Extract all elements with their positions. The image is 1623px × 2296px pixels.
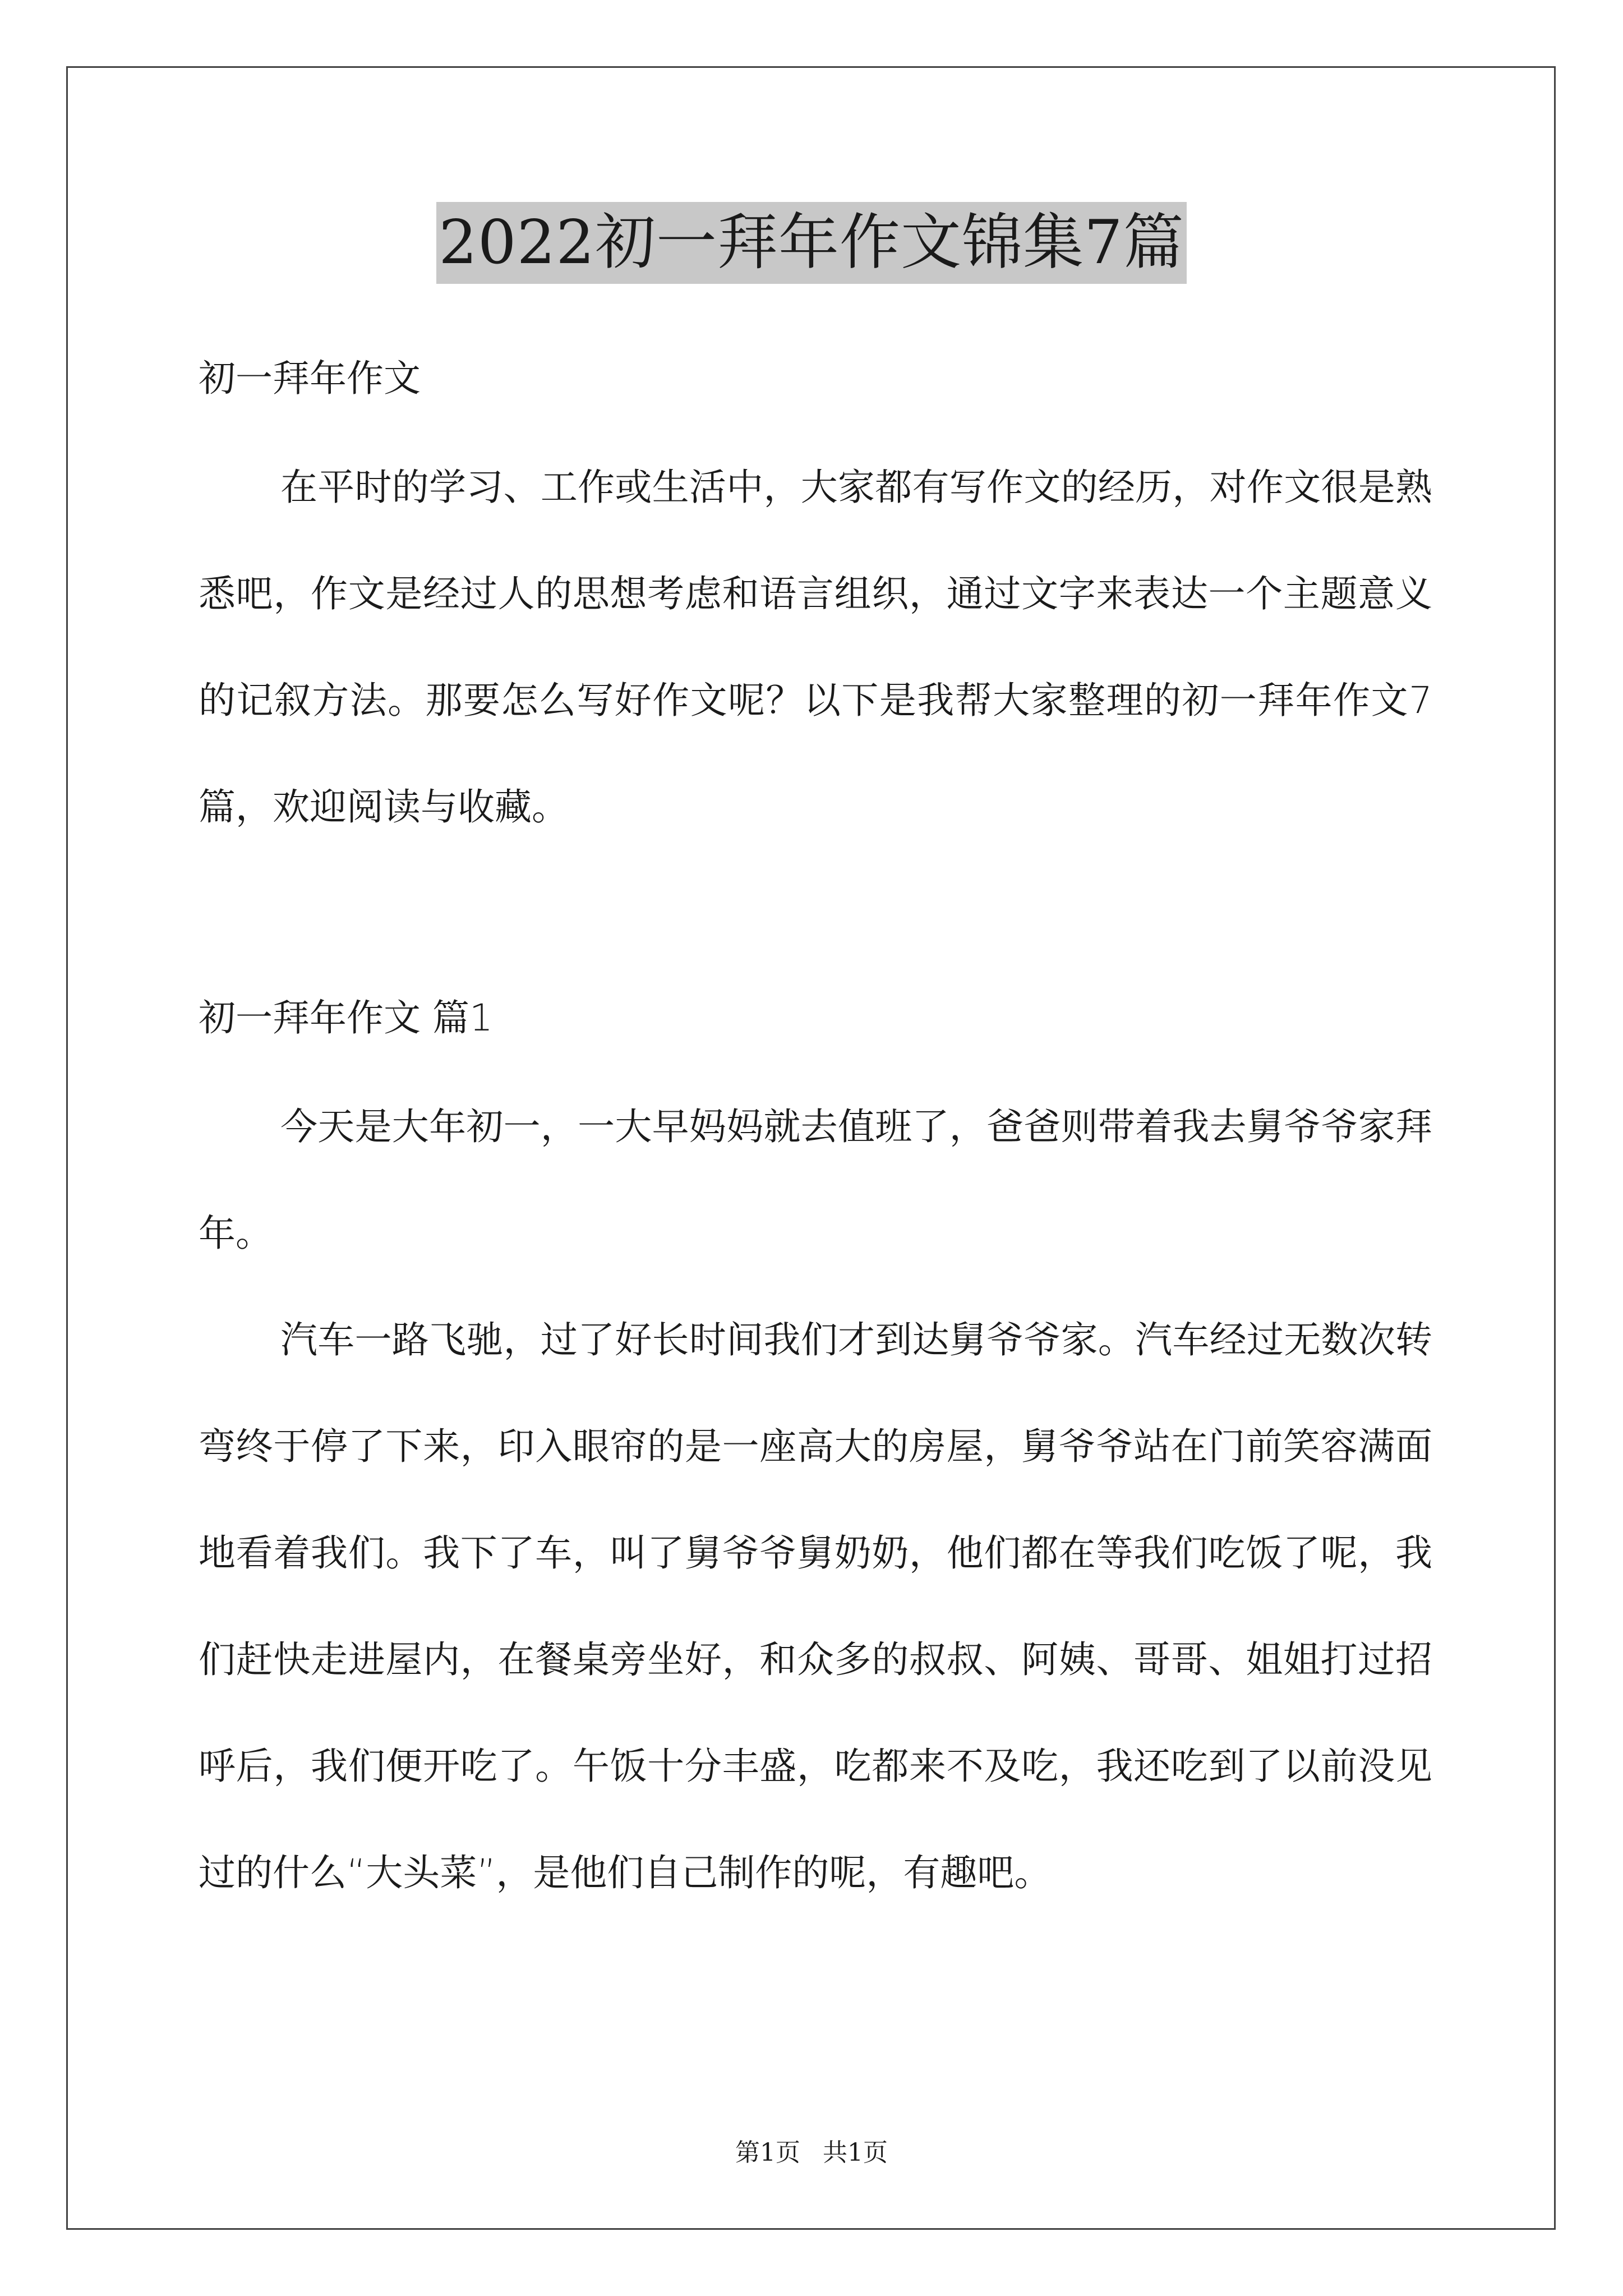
page-number-total: 共1页 [823,2138,888,2167]
section1-paragraph-1: 今天是大年初一，一大早妈妈就去值班了，爸爸则带着我去舅爷爷家拜年。 [199,1105,1432,1255]
intro-heading: 初一拜年作文 [199,357,421,400]
section1-paragraph-2: 汽车一路飞驰，过了好长时间我们才到达舅爷爷家。汽车经过无数次转弯终于停了下来，印入眼帘的是一座高大的房屋，舅爷爷站在门前笑容满面地看着我们。我下了车，叫了舅爷爷舅奶奶，他们都在等我们吃饭了呢，我们赶快走进屋内，在餐桌旁坐好，和众多的叔叔、阿姨、哥哥、姐姐打过招呼后，我们便开吃了。午饭十分丰盛，吃都来不及吃，我还吃到了以前没见过的什么“大头菜”，是他们自己制作的呢，有趣吧。 [199,1318,1432,1894]
intro-paragraph: 在平时的学习、工作或生活中，大家都有写作文的经历，对作文很是熟悉吧，作文是经过人的思想考虑和语言组织，通过文字来表达一个主题意义的记叙方法。那要怎么写好作文呢？以下是我帮大家整理的初一拜年作文7篇，欢迎阅读与收藏。 [199,466,1432,829]
page-footer [0,2136,1623,2170]
page-number-current: 第1页 [735,2138,800,2167]
document-title: 2022初一拜年作文锦集7篇 [436,202,1187,284]
section1-heading: 初一拜年作文 篇1 [199,996,493,1039]
title-container [0,202,1623,284]
